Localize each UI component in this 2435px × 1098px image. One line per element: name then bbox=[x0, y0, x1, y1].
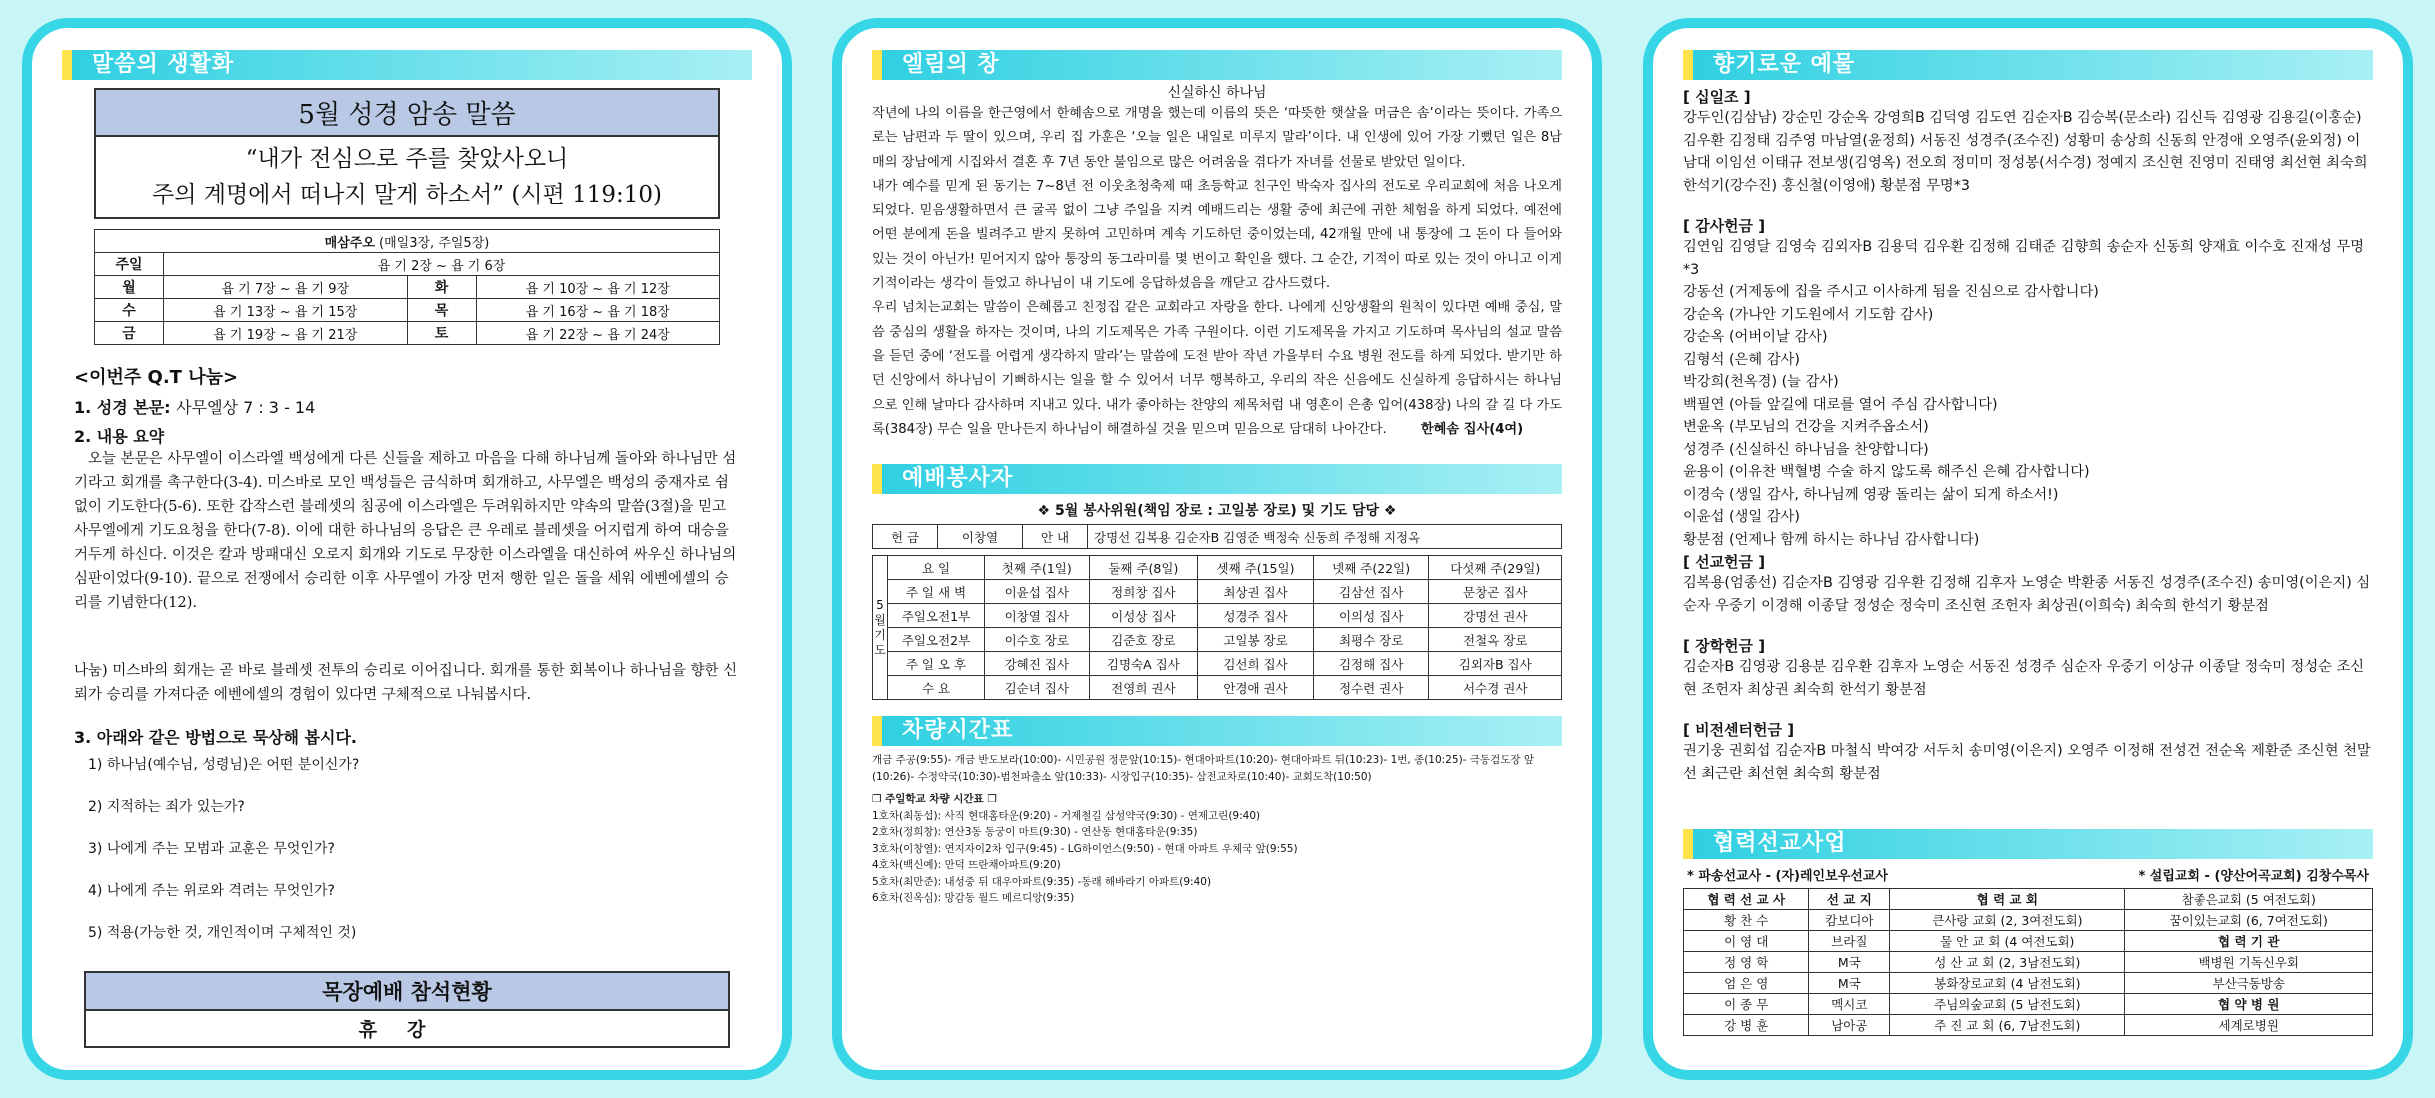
section-header: 향기로운 예물 bbox=[1683, 50, 2373, 80]
table-row: 주 일 새 벽 이윤섭 집사 정희창 집사 최상권 집사 김삼선 집사 문창곤 집사 bbox=[873, 580, 1562, 604]
offering-table bbox=[872, 524, 1562, 549]
bus-line: 6호차(진옥심): 망감동 월드 메르디앙(9:35) bbox=[872, 892, 1075, 905]
mission-planted: * 설립교회 - (양산어곡교회) 김창수목사 bbox=[2138, 869, 2369, 884]
table-row: 수 욥 기 13장 ~ 욥 기 15장 목 욥 기 16장 ~ 욥 기 18장 bbox=[95, 299, 720, 322]
qt-summary: 오늘 본문은 사무엘이 이스라엘 백성에게 다른 신들을 제하고 마음을 다해 하나님께 돌아와 하나님만 섬기라고 회개를 촉구한다(3-4). 미스바로 모인 백성들은 금식하며 회개하고, 사무엘은 백성의 중재자로 쉼 없이 기도한다(5-6). 또한 갑작스런 블레셋의 침공에 이스라엘은 두려워하지만 약속의 말씀(3절)을 믿고 사무엘에게 기도요청을 한다(7-8). 이에 대한 하나님의 응답은 큰 우레로 블레셋을 어지럽게 하여 대승을 거두게 하신다. 이것은 칼과 방패대신 오로지 회개와 기도로 무장한 이스라엘을 대신하여 싸우신 하나님의 심판이었다(9-10). 끝으로 전쟁에서 승리한 이후 사무엘이 가장 먼저 행한 일은 돌을 세워 에벤에셀의 승리를 기념한다(12). bbox=[74, 451, 737, 611]
table-row: 주 일 오 후 강혜진 집사 김명숙A 집사 김선희 집사 김정해 집사 김외자B 집사 bbox=[873, 652, 1562, 676]
panel-word bbox=[22, 18, 792, 1080]
section-header: 협력선교사업 bbox=[1683, 829, 2373, 859]
bus-line: 2호차(정희창): 연산3동 동궁이 마트(9:30) - 연산동 현대홈타운(9:35) bbox=[872, 826, 1198, 839]
attendance-status: 휴강 bbox=[84, 1011, 730, 1048]
offering-section-title: [ 비전센터헌금 ] bbox=[1683, 721, 1795, 739]
qt-summary-heading: 2. 내용 요약 bbox=[74, 427, 165, 446]
essay-author: 한혜솜 집사(4여) bbox=[1420, 421, 1524, 437]
panel-offerings: 향기로운 예물 [ 십일조 ] 강두인(김삼남) 강순민 강순옥 강영희B 김덕영 김도연 김순자B 김승복(문소라) 김신득 김영광 김용길(이홍순) 김우환 김정태 김주영 마남열(윤정희) 서동진 성경주(조수진) 성황미 송상희 신동희 안경애 오영주(윤외정) 이남대 이임선 이태규 전보생(김영옥) 전오희 정미미 정성봉(서수경) 정예지 조신현 진영미 진태영 최선현 최숙희 한석기(강수진) 홍신철(이영애) 황분점 무명*3 [ 감사헌금 ] 김연임 김영달 김영숙 김외자B 김용덕 김우환 김정해 김태준 김향희 송순자 신동희 양재효 이수호 진재성 무명*3 강동선 (거제동에 집을 주시고 이사하게 됨을 진심으로 감사합니다) 강순옥 (가나안 기도원에서 기도함 감사) 강순옥 (어버이날 감사) 김형석 (은혜 감사) 박강희(천옥경) (늘 감사) 백필연 (아들 앞길에 대로를 열어 주심 감사합니다) 변윤옥 (부모님의 건강을 지켜주옵소서) 성경주 (신실하신 하나님을 찬양합니다) 윤용이 (이유찬 백혈병 수술 하지 않도록 해주신 은혜 감사합니다) 이경숙 (생일 감사, 하나님께 영광 돌리는 삶이 되게 하소서!) 이윤섭 (생일 감사) 황분점 (언제나 함께 하시는 하나님 감사합니다) [ 선교헌금 ] 김복용(엄종선) 김순자B 김영광 김우환 김정해 김후자 노영순 박환종 서동진 성경주(조수진) 송미영(이은지) 심순자 우중기 이경해 이종달 정성순 정숙미 조신현 조헌자 최상권(이희숙) 최숙희 한석기 황분점 [ 장학헌금 ] 김순자B 김영광 김용분 김우환 김후자 노영순 서동진 성경주 심순자 우중기 이상규 이종달 정숙미 정성순 조신현 조헌자 최상권 최숙희 한석기 황분점 [ 비전센터헌금 ] 권기웅 권회섭 김순자B 마철식 박여강 서두치 송미영(이은지) 오영주 이정해 전성건 전순옥 제환준 조신현 천말선 최근란 최선현 최숙희 황분점 협력선교사업 * 파송선교사 - (자)레인보우선교사 * 설립교회 - (양산어곡교회) 김창수목사 협 력 선 교 사 선 교 지 협 력 교 회 참좋은교회 (5 여전도회) 황 찬 수 캄보디아 큰사랑 교회 (2, 3여전도회) 꿈이있는교회 (6, 7여전도회) 이 영 대 브라질 물 안 교 회 (4 여전도회) 협 력 기 관 정 영 학 M국 성 산 교 회 (2, 3남전도회) 백병원 기독신우회 엄 은 영 M국 봉화장로교회 (4 남전도회) 부산극동방송 이 종 무 멕시코 주님의숲교회 (5 남전도회) 협 약 병 원 강 병 훈 남아공 주 진 교 회 (6, 7남전도회) 세계로병원 bbox=[1643, 18, 2413, 1080]
table-row: 월 욥 기 7장 ~ 욥 기 9장 화 욥 기 10장 ~ 욥 기 12장 bbox=[95, 276, 720, 299]
section-header: 차량시간표 bbox=[872, 716, 1562, 746]
memory-verse: “내가 전심으로 주를 찾았사오니 주의 계명에서 떠나지 말게 하소서” (시편 119:10) bbox=[94, 137, 720, 219]
question-item: 3) 나에게 주는 모범과 교훈은 무엇인가? bbox=[88, 841, 335, 857]
offering-section-title: [ 선교헌금 ] bbox=[1683, 553, 1766, 571]
essay-body: 작년에 나의 이름을 한근영에서 한혜솜으로 개명을 했는데 이름의 뜻은 ‘따뜻한 햇살을 머금은 솜’이라는 뜻이다. 가족으로는 남편과 두 딸이 있으며, 우리 집 가훈은 ‘오늘 일은 내일로 미루지 말라’이다. 내 인생에 있어 가장 기뻤던 일은 8남매의 장남에게 시집와서 결혼 후 7년 동안 불임으로 많은 어려움을 겪다가 자녀를 선물로 받았던 일이다. 내가 예수를 믿게 된 동기는 7~8년 전 이웃초청축제 때 초등학교 친구인 박숙자 집사의 전도로 우리교회에 처음 나오게 되었다. 믿음생활하면서 큰 굴곡 없이 그냥 주일을 지켜 예배드리는 생활 중에 최근에 귀한 체험을 하게 되었다. 예전에 어떤 분에게 돈을 빌려주고 받지 못하여 고민하며 계속 기도하던 중이었는데, 42개월 만에 내 통장에 그 돈이 다 들어와 있는 것이 아닌가! 믿어지지 않아 통장의 동그라미를 몇 번이고 확인을 했다. 그 순간, 기적이 따로 있는 것이 아니고 이게 기적이라는 생각이 들었고 하나님이 내 기도에 응답하셨음을 깨닫고 감사드렸다. 우리 넘치는교회는 말씀이 은혜롭고 친정집 같은 교회라고 자랑을 한다. 나에게 신앙생활의 원칙이 있다면 예배 중심, 말씀 중심의 생활을 하자는 것이며, 나의 기도제목은 가족 구원이다. 이런 기도제목을 가지고 기도하며 목사님의 설교 말씀을 듣던 중에 ‘전도를 어렵게 생각하지 말라’는 말씀에 도전 받아 작년 가을부터 수요 병원 전도를 하게 되었다. 받기만 하던 신앙에서 하나님이 기뻐하시는 일을 할 수 있어서 너무 행복하고, 우리의 작은 신음에도 신실하게 응답하시는 하나님으로 인해 날마다 감사하며 지내고 있다. 내가 좋아하는 찬양의 제목처럼 내 영혼이 은총 입어(438장) 나의 갈 길 다 가도록(384장) 무슨 일을 만나든지 하나님이 해결하실 것을 믿으며 믿음으로 담대히 나아간다. 한혜솜 집사(4여) bbox=[872, 106, 1562, 437]
essay-title: 신실하신 하나님 bbox=[1167, 85, 1267, 101]
qt-meditation-heading: 3. 아래와 같은 방법으로 묵상해 봅시다. bbox=[74, 728, 357, 747]
service-title: ❖ 5월 봉사위원(책임 장로 : 고일봉 장로) 및 기도 담당 ❖ bbox=[1037, 503, 1397, 520]
table-row: 금 욥 기 19장 ~ 욥 기 21장 토 욥 기 22장 ~ 욥 기 24장 bbox=[95, 322, 720, 345]
mission-sent: * 파송선교사 - (자)레인보우선교사 bbox=[1687, 869, 1888, 884]
table-row: 주일오전2부 이수호 장로 김준호 장로 고일봉 장로 최평수 장로 전철옥 장로 bbox=[873, 628, 1562, 652]
svc-side-label: 5월기도 bbox=[873, 556, 888, 700]
table-row: 수 요 김순녀 집사 전영희 권사 안경애 권사 정수련 권사 서수경 권사 bbox=[873, 676, 1562, 700]
table-row: 협 력 선 교 사 선 교 지 협 력 교 회 참좋은교회 (5 여전도회) bbox=[1684, 889, 2373, 910]
question-item: 4) 나에게 주는 위로와 격려는 무엇인가? bbox=[88, 883, 335, 899]
bus-line: 5호차(최만준): 내성중 뒤 대우아파트(9:35) -동래 해바라기 아파트(9:40) bbox=[872, 875, 1212, 888]
attendance-title: 목장예배 참석현황 bbox=[84, 971, 730, 1011]
service-table bbox=[872, 555, 1562, 700]
table-row: 강 병 훈 남아공 주 진 교 회 (6, 7남전도회) 세계로병원 bbox=[1684, 1015, 2373, 1036]
offering-names: 강두인(김삼남) 강순민 강순옥 강영희B 김덕영 김도연 김순자B 김승복(문소라) 김신득 김영광 김용길(이홍순) 김우환 김정태 김주영 마남열(윤정희) 서동진 성경주(조수진) 성황미 송상희 신동희 안경애 오영주(윤외정) 이남대 이임선 이태규 전보생(김영옥) 전오희 정미미 정성봉(서수경) 정예지 조신현 진영미 진태영 최선현 최숙희 한석기(강수진) 홍신철(이영애) 황분점 무명*3 bbox=[1683, 110, 2368, 194]
table-row: 이 영 대 브라질 물 안 교 회 (4 여전도회) 협 력 기 관 bbox=[1684, 931, 2373, 952]
bus-line: 1호차(최동섭): 사직 현대홈타운(9:20) - 거제철길 삼성약국(9:30) - 연제고린(9:40) bbox=[872, 809, 1261, 822]
bus-line: 3호차(이창열): 연지자이2차 입구(9:45) - LG하이언스(9:50) - 현대 아파트 우체국 앞(9:55) bbox=[872, 842, 1298, 855]
table-row: 이 종 무 멕시코 주님의숲교회 (5 남전도회) 협 약 병 원 bbox=[1684, 994, 2373, 1015]
table-row: 황 찬 수 캄보디아 큰사랑 교회 (2, 3여전도회) 꿈이있는교회 (6, 7여전도회) bbox=[1684, 910, 2373, 931]
qt-title: <이번주 Q.T 나눔> bbox=[74, 367, 239, 388]
section-header: 엘림의 창 bbox=[872, 50, 1562, 80]
table-row: 주일오전1부 이창열 집사 이성상 집사 성경주 집사 이의성 집사 강명선 권사 bbox=[873, 604, 1562, 628]
memory-verse-title: 5월 성경 암송 말씀 bbox=[94, 88, 720, 137]
table-row: 정 영 학 M국 성 산 교 회 (2, 3남전도회) 백병원 기독신우회 bbox=[1684, 952, 2373, 973]
question-item: 5) 적용(가능한 것, 개인적이며 구체적인 것) bbox=[88, 925, 357, 941]
bus-main-route: 개금 주공(9:55)- 개금 반도보라(10:00)- 시민공원 정문앞(10:15)- 현대아파트(10:20)- 현대아파트 뒤(10:23)- 1번, 종(10:25)- 극동검도장 앞(10:26)- 수정약국(10:30)-범천파출소 앞(10:33)- 시장입구(10:35)- 삼전교차로(10:40)- 교회도착(10:50) bbox=[872, 754, 1534, 783]
qt-sharing: 나눔) 미스바의 회개는 곧 바로 블레셋 전투의 승리로 이어집니다. 회개를 통한 회복이나 하나님을 향한 신뢰가 승리를 가져다준 에벤에셀의 경험이 있다면 구체적으로 나눠봅시다. bbox=[74, 663, 738, 703]
question-item: 2) 지적하는 죄가 있는가? bbox=[88, 799, 245, 815]
bus-title: ❒ 주일학교 차량 시간표 ❒ bbox=[872, 793, 997, 806]
section-header: 예배봉사자 bbox=[872, 464, 1562, 494]
mission-table bbox=[1683, 888, 2373, 1036]
table-row: 5월기도 요 일 첫째 주(1일) 둘째 주(8일) 셋째 주(15일) 넷째 주(22일) 다섯째 주(29일) bbox=[873, 556, 1562, 580]
table-row: 엄 은 영 M국 봉화장로교회 (4 남전도회) 부산극동방송 bbox=[1684, 973, 2373, 994]
question-item: 1) 하나님(예수님, 성령님)은 어떤 분이신가? bbox=[88, 757, 360, 773]
table-row: 헌 금 이창열 안 내 강명선 김복용 김순자B 김영준 백정숙 신동희 주정해 지정옥 bbox=[873, 525, 1562, 549]
reading-schedule: 매삼주오 (매일3장, 주일5장) 주일 욥 기 2장 ~ 욥 기 6장 월 욥 기 7장 ~ 욥 기 9장 화 욥 기 10장 ~ 욥 기 12장 수 욥 기 13장 ~ 욥 기 15장 목 욥 기 16장 ~ 욥 기 18장 금 욥 기 19장 ~ 욥 기 21장 토 욥 기 22장 ~ 욥 기 24장 bbox=[94, 229, 720, 345]
offering-section-title: [ 감사헌금 ] bbox=[1683, 217, 1766, 235]
offering-section-title: [ 장학헌금 ] bbox=[1683, 637, 1766, 655]
panel-elim bbox=[832, 18, 1602, 1080]
offering-section-title: [ 십일조 ] bbox=[1683, 88, 1751, 106]
qt-passage: 1. 성경 본문: 사무엘상 7 : 3 - 14 bbox=[74, 398, 316, 417]
section-header: 말씀의 생활화 bbox=[62, 50, 752, 80]
bus-line: 4호차(백신예): 만덕 뜨란채아파트(9:20) bbox=[872, 859, 1061, 872]
